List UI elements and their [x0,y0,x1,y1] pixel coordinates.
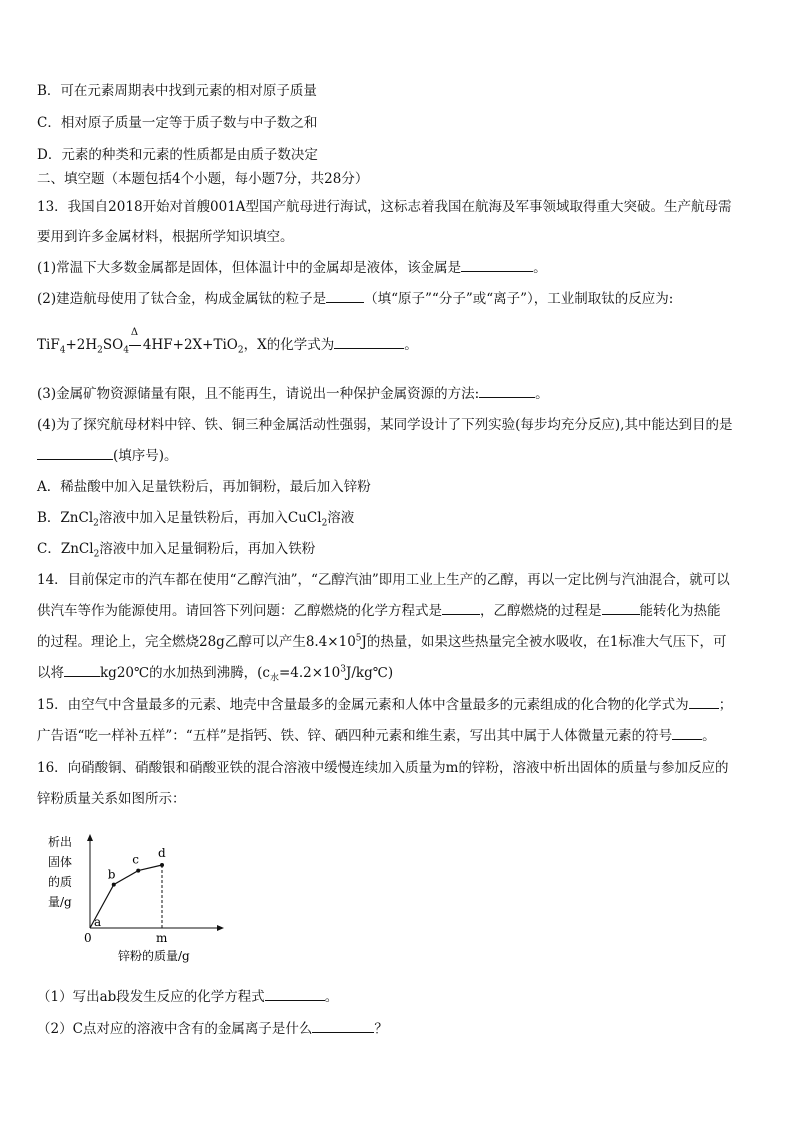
data-point-b [112,883,116,887]
y-axis-arrow [87,834,93,841]
q14-line3 [37,633,727,651]
answer-blank[interactable] [461,259,533,272]
eq-products: 4HF+2X+TiO [142,337,238,353]
delta-symbol: Δ [130,327,139,338]
q13-part4: (4)为了探究航母材料中锌、铁、铜三种金属活动性强弱，某同学设计了下列实验(每步均充分反应),其中能达到目的是 [37,417,733,433]
option-b-prev: B．可在元素周期表中找到元素的相对原子质量 [37,83,317,99]
q13-equation [37,327,418,356]
answer-blank[interactable] [64,664,100,677]
eq-sub: 4 [59,345,66,356]
eq-h2so4: +2H [65,337,98,353]
q13-line2: 要用到许多金属材料，根据所学知识填空。 [37,229,294,245]
eq-sub: 2 [93,549,100,560]
q16-sub2-text: （2）C点对应的溶液中含有的金属离子是什么 [37,1021,313,1037]
eq-sub: 2 [97,345,103,356]
q15-line1 [37,696,732,714]
eq-tail: ，X的化学式为 [243,337,335,353]
q14-line3-b: J的热量，如果这些热量完全被水吸收，在1标准大气压下，可 [361,634,727,650]
opt-c-post: 溶液中加入足量铜粉后，再加入铁粉 [99,541,316,557]
q13-part2-text: (2)建造航母使用了钛合金，构成金属钛的粒子是 [37,291,327,307]
opt-b-post: 溶液中加入足量铁粉后，再加入CuCl [98,510,322,526]
q14-line2 [37,602,721,620]
m-label: m [156,931,168,945]
q13-part1 [37,259,547,277]
q13-part2-text2: （填“原子”“分子”或“离子”），工业制取钛的反应为: [364,291,674,307]
answer-blank[interactable] [265,988,325,1001]
answer-blank[interactable] [326,290,364,303]
eq-sub: 2 [93,518,99,529]
option-d-prev: D．元素的种类和元素的性质都是由质子数决定 [37,147,318,163]
opt-c-pre: C．ZnCl [37,541,94,557]
y-axis-label-line: 析出 [48,835,73,849]
q16-sub2 [37,1020,388,1038]
y-axis-label-line: 量/g [48,895,72,909]
section-heading: 二、填空题（本题包括4个小题，每小题7分，共28分） [37,171,369,187]
q14-line2-a: 供汽车等作为能源使用。请回答下列问题：乙醇燃烧的化学方程式是 [37,603,442,619]
punct: 。 [324,989,339,1005]
q13-line1: 13．我国自2018开始对首艘001A型国产航母进行海试，这标志着我国在航海及军事领域取得重大突破。生产航母需 [37,199,732,215]
answer-blank[interactable] [37,447,113,460]
q13-part2 [37,290,673,308]
q14-line4-a: 以将 [37,665,64,681]
y-axis-label [48,834,72,909]
q13-part3 [37,385,549,403]
punct: 。 [535,386,549,402]
eq-sub: 2 [321,518,328,529]
q15-line2-text: 广告语“吃一样补五样”：“五样”是指钙、铁、锌、硒四种元素和维生素，写出其中属于人体微量元素的符号 [37,728,673,744]
q13-option-a: A．稀盐酸中加入足量铁粉后，再加铜粉，最后加入锌粉 [37,479,371,495]
q15-line1-text: 15．由空气中含量最多的元素、地壳中含量最多的金属元素和人体中含量最多的元素组成的化合物的化学式为 [37,697,689,713]
exponent: 5 [355,633,362,644]
x-axis-arrow [217,925,224,931]
x-axis-label: 锌粉的质量/g [118,949,190,963]
exponent: 3 [340,664,346,675]
q13-option-c [37,540,315,558]
punct: ？ [374,1021,388,1037]
precipitate-mass-graph [40,830,230,970]
eq-sub: 4 [123,345,129,356]
q15-line2 [37,727,716,745]
point-label-b: b [107,867,116,882]
data-point-c [136,869,140,873]
q13-part1-text: (1)常温下大多数金属都是固体，但体温计中的金属却是液体，该金属是 [37,260,462,276]
answer-blank[interactable] [689,696,719,709]
point-label-c: c [132,852,139,867]
opt-b-end: 溶液 [327,510,355,526]
q14-line4 [37,664,393,682]
q13-part3-text: (3)金属矿物资源储量有限，且不能再生，请说出一种保护金属资源的方法: [37,386,480,402]
q14-line4-c: =4.2×10 [278,665,341,681]
q13-part4b [37,447,178,465]
q16-line2: 锌粉质量关系如图所示： [37,791,186,807]
y-axis-label-line: 固体 [48,855,73,869]
eq-tif: TiF [37,337,60,353]
answer-blank[interactable] [602,602,640,615]
eq-so: SO [102,337,124,353]
point-label-a: a [94,915,102,929]
point-label-d: d [158,846,166,860]
answer-blank[interactable] [334,336,404,349]
answer-blank[interactable] [479,385,535,398]
q16-sub1-text: （1）写出ab段发生反应的化学方程式 [37,989,265,1005]
answer-blank[interactable] [312,1020,374,1033]
punct: 。 [533,260,547,276]
punct: ； [718,697,733,713]
q14-line1: 14．目前保定市的汽车都在使用“乙醇汽油”，“乙醇汽油”即用工业上生产的乙醇，再以一定比例与汽油混合，就可以 [37,572,730,588]
option-c-prev: C．相对原子质量一定等于质子数与中子数之和 [37,115,318,131]
y-axis-label-line: 的质 [48,875,73,889]
eq-sub: 2 [237,345,244,356]
answer-blank[interactable] [672,727,702,740]
q16-sub1 [37,988,338,1006]
q14-line2-b: ，乙醇燃烧的过程是 [480,603,602,619]
punct: 。 [404,337,418,353]
q14-line2-c: 能转化为热能 [639,603,721,619]
q14-line3-a: 的过程。理论上，完全燃烧28g乙醇可以产生8.4×10 [37,634,356,650]
subscript-water: 水 [269,673,279,684]
punct: 。 [702,728,716,744]
q14-line4-b: kg20℃的水加热到沸腾，(c [100,665,270,681]
opt-b-pre: B．ZnCl [37,510,94,526]
q14-line4-d: J/kg℃) [345,665,394,681]
heat-arrow [129,327,143,354]
q13-option-b [37,509,354,527]
origin-label: 0 [84,931,92,945]
q16-line1: 16．向硝酸铜、硝酸银和硝酸亚铁的混合溶液中缓慢连续加入质量为m的锌粉，溶液中析出固体的质量与参加反应的 [37,760,729,776]
answer-blank[interactable] [442,602,480,615]
q13-part4b-text: (填序号)。 [113,448,178,464]
